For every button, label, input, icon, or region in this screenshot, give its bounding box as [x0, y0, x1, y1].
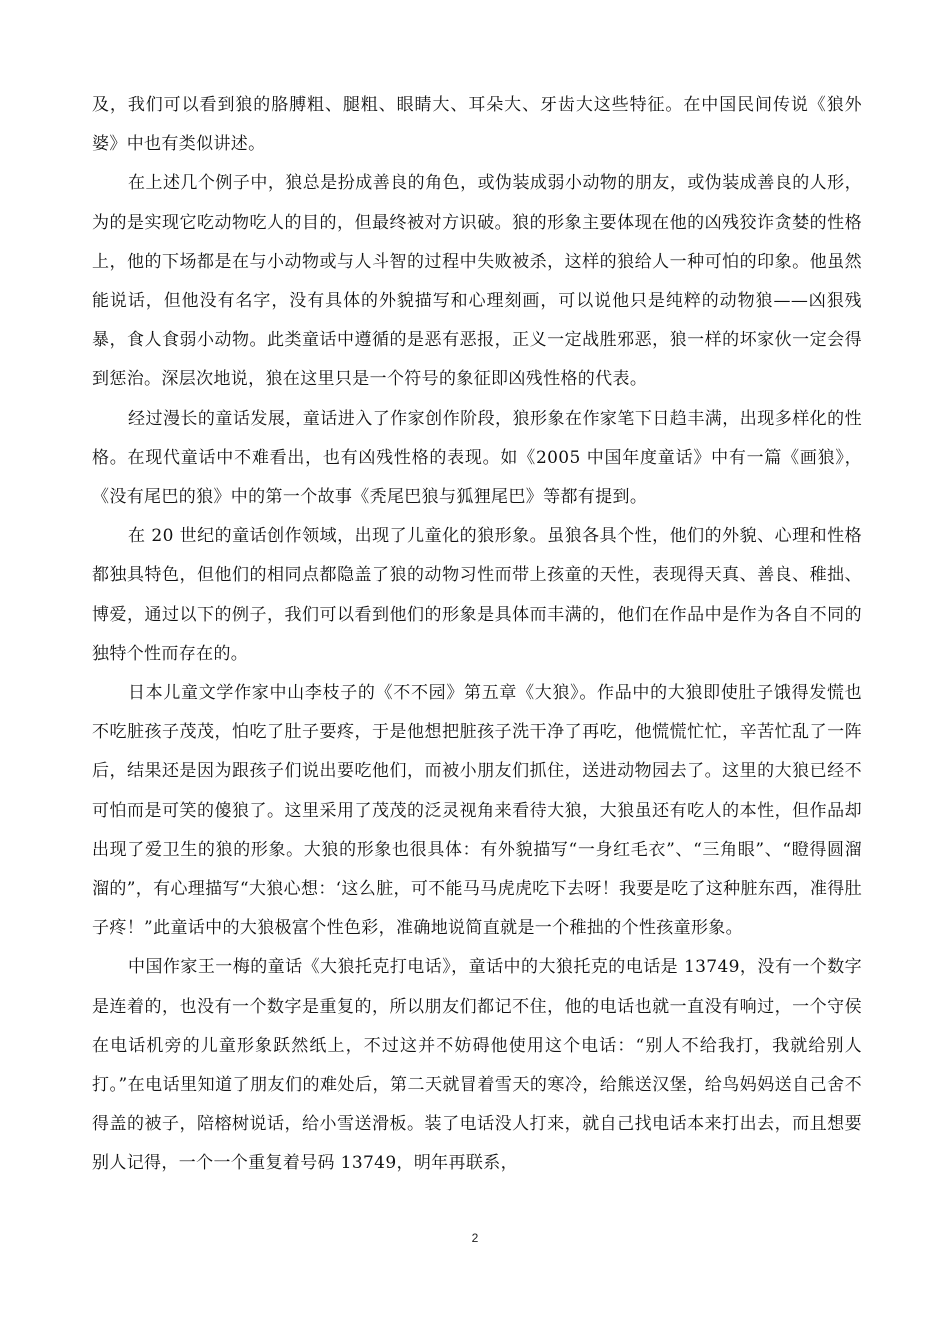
paragraph-5: 日本儿童文学作家中山李枝子的《不不园》第五章《大狼》。作品中的大狼即使肚子饿得发慌也不吃脏孩子茂茂，怕吃了肚子要疼，于是他想把脏孩子洗干净了再吃，他慌慌忙忙，辛苦忙乱了一阵后，结果还是因为跟孩子们说出要吃他们，而被小朋友们抓住，送进动物园去了。这里的大狼已经不可怕而是可笑的傻狼了。这里采用了茂茂的泛灵视角来看待大狼，大狼虽还有吃人的本性，但作品却出现了爱卫生的狼的形象。大狼的形象也很具体：有外貌描写“一身红毛衣”、“三角眼”、“瞪得圆溜溜的”，有心理描写“大狼心想：‘这么脏，可不能马马虎虎吃下去呀！我要是吃了这种脏东西，准得肚子疼！”此童话中的大狼极富个性色彩，准确地说简直就是一个稚拙的个性孩童形象。 — [92, 683, 862, 939]
body-text — [92, 86, 862, 1184]
paragraph-3: 经过漫长的童话发展，童话进入了作家创作阶段，狼形象在作家笔下日趋丰满，出现多样化的性格。在现代童话中不难看出，也有凶残性格的表现。如《2005 中国年度童话》中有一篇《画狼》，《没有尾巴的狼》中的第一个故事《秃尾巴狼与狐狸尾巴》等都有提到。 — [92, 408, 862, 508]
paragraph-1: 及，我们可以看到狼的胳膊粗、腿粗、眼睛大、耳朵大、牙齿大这些特征。在中国民间传说《狼外婆》中也有类似讲述。 — [92, 95, 862, 155]
paragraph-2: 在上述几个例子中，狼总是扮成善良的角色，或伪装成弱小动物的朋友，或伪装成善良的人形，为的是实现它吃动物吃人的目的，但最终被对方识破。狼的形象主要体现在他的凶残狡诈贪婪的性格上，他的下场都是在与小动物或与人斗智的过程中失败被杀，这样的狼给人一种可怕的印象。他虽然能说话，但他没有名字，没有具体的外貌描写和心理刻画，可以说他只是纯粹的动物狼——凶狠残暴，食人食弱小动物。此类童话中遵循的是恶有恶报，正义一定战胜邪恶，狼一样的坏家伙一定会得到惩治。深层次地说，狼在这里只是一个符号的象征即凶残性格的代表。 — [92, 173, 862, 390]
page-number: 2 — [471, 1231, 479, 1245]
paragraph-4: 在 20 世纪的童话创作领域，出现了儿童化的狼形象。虽狼各具个性，他们的外貌、心理和性格都独具特色，但他们的相同点都隐盖了狼的动物习性而带上孩童的天性，表现得天真、善良、稚拙、博爱，通过以下的例子，我们可以看到他们的形象是具体而丰满的，他们在作品中是作为各自不同的独特个性而存在的。 — [92, 526, 862, 664]
paragraph-6: 中国作家王一梅的童话《大狼托克打电话》，童话中的大狼托克的电话是 13749，没有一个数字是连着的，也没有一个数字是重复的，所以朋友们都记不住，他的电话也就一直没有响过，一个守侯在电话机旁的儿童形象跃然纸上，不过这并不妨碍他使用这个电话：“别人不给我打，我就给别人打。”在电话里知道了朋友们的难处后，第二天就冒着雪天的寒冷，给熊送汉堡，给鸟妈妈送自己舍不得盖的被子，陪榕树说话，给小雪送滑板。装了电话没人打来，就自己找电话本来打出去，而且想要别人记得，一个一个重复着号码 13749，明年再联系， — [92, 957, 862, 1174]
